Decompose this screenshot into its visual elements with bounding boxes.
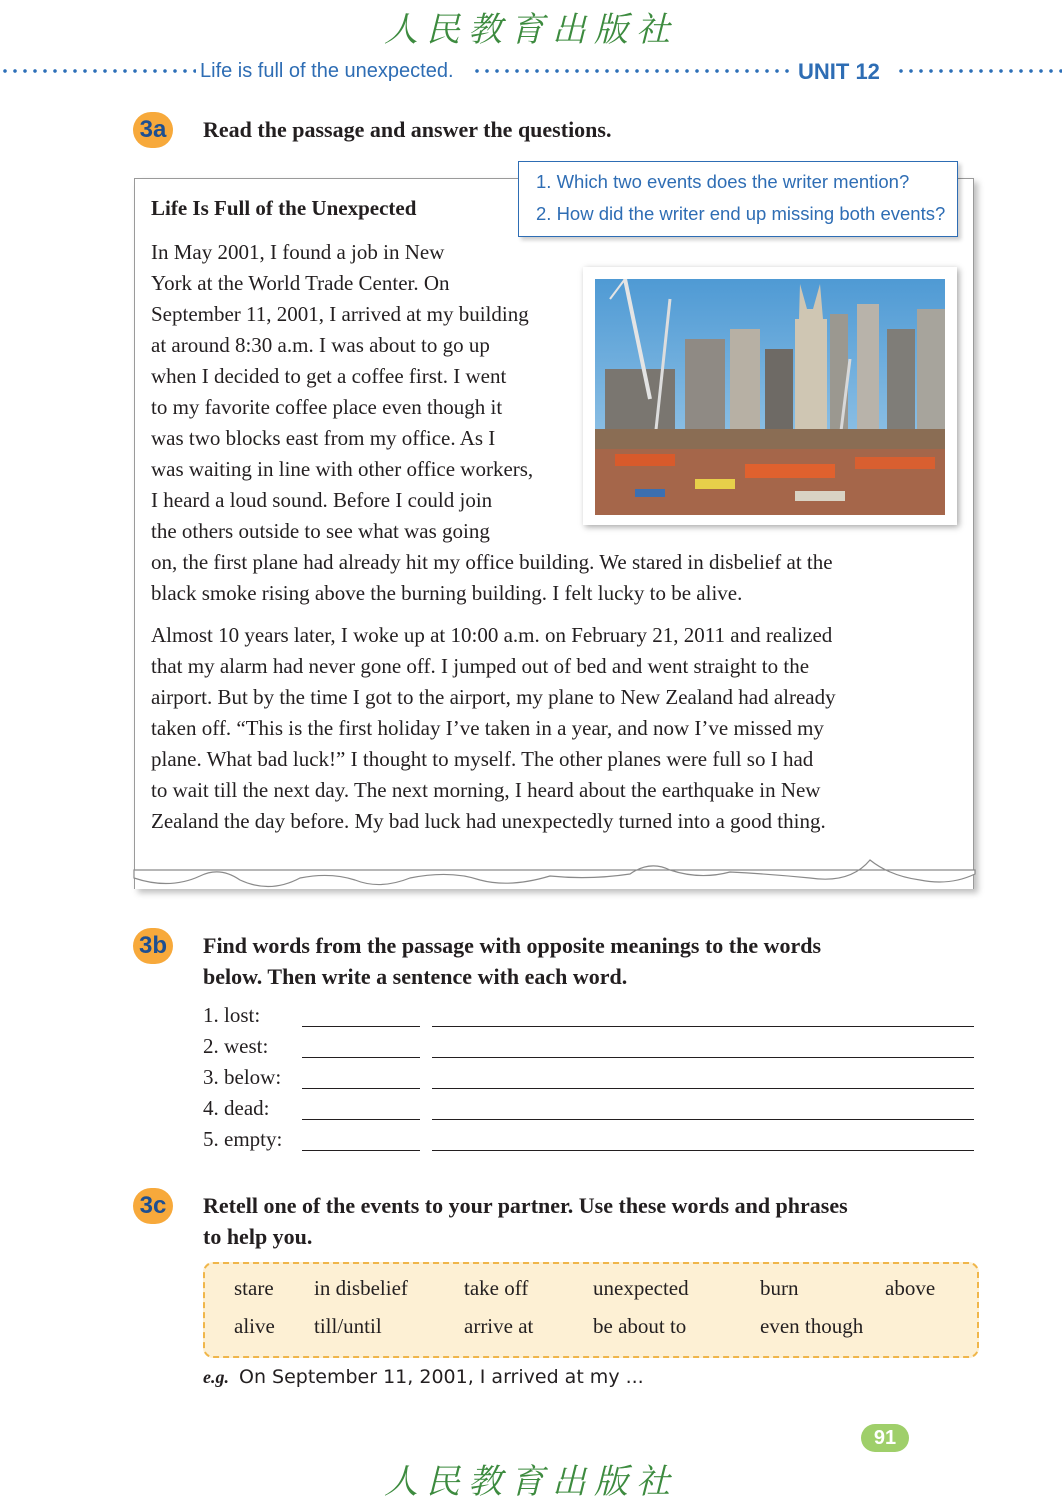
question-1: 1. Which two events does the writer mention? bbox=[536, 171, 910, 192]
example-text: On September 11, 2001, I arrived at my ... bbox=[239, 1366, 644, 1388]
passage-line: airport. But by the time I got to the airport, my plane to New Zealand had already bbox=[151, 685, 836, 709]
question-2: 2. How did the writer end up missing both events? bbox=[536, 203, 946, 224]
badge-3b: 3b bbox=[133, 928, 173, 964]
badge-3a: 3a bbox=[133, 112, 173, 148]
instruction-3a: Read the passage and answer the questions. bbox=[203, 117, 612, 142]
answer-word-blank[interactable] bbox=[302, 1149, 420, 1151]
word-bank-item: stare bbox=[234, 1276, 274, 1300]
word-bank-item: burn bbox=[760, 1276, 799, 1300]
word-item-dead: 4. dead: bbox=[203, 1096, 270, 1120]
word-bank-box bbox=[203, 1262, 979, 1358]
answer-sentence-blank[interactable] bbox=[432, 1056, 974, 1058]
word-bank-item: even though bbox=[760, 1314, 864, 1338]
page-number: 91 bbox=[861, 1424, 909, 1452]
passage-line: when I decided to get a coffee first. I went bbox=[151, 364, 507, 388]
passage-line: on, the first plane had already hit my office building. We stared in disbelief at the bbox=[151, 550, 833, 574]
word-bank-item: alive bbox=[234, 1314, 275, 1338]
passage-line: Almost 10 years later, I woke up at 10:00 a.m. on February 21, 2011 and realized bbox=[151, 623, 833, 647]
passage-line: black smoke rising above the burning building. I felt lucky to be alive. bbox=[151, 581, 743, 605]
word-bank-item: be about to bbox=[593, 1314, 687, 1338]
publisher-logo-top: 人民教育出版社 bbox=[384, 10, 678, 50]
torn-edge bbox=[130, 850, 980, 900]
passage-line: taken off. “This is the first holiday I’ve taken in a year, and now I’ve missed my bbox=[151, 716, 824, 740]
passage-line: was waiting in line with other office workers, bbox=[151, 457, 534, 481]
questions-box bbox=[518, 161, 958, 237]
header-dots-left bbox=[0, 66, 196, 76]
instruction-3b-line1: Find words from the passage with opposite meanings to the words bbox=[203, 933, 822, 958]
answer-sentence-blank[interactable] bbox=[432, 1118, 974, 1120]
passage-line: In May 2001, I found a job in New bbox=[151, 240, 445, 264]
badge-3c: 3c bbox=[133, 1188, 173, 1224]
answer-word-blank[interactable] bbox=[302, 1056, 420, 1058]
instruction-3c-line1: Retell one of the events to your partner. Use these words and phrases bbox=[203, 1193, 848, 1218]
passage-line: the others outside to see what was going bbox=[151, 519, 490, 543]
answer-sentence-blank[interactable] bbox=[432, 1149, 974, 1151]
passage-line: to wait till the next day. The next morning, I heard about the earthquake in New bbox=[151, 778, 821, 802]
passage-line: Zealand the day before. My bad luck had unexpectedly turned into a good thing. bbox=[151, 809, 826, 833]
passage-line: York at the World Trade Center. On bbox=[151, 271, 450, 295]
instruction-3b-line2: below. Then write a sentence with each word. bbox=[203, 964, 628, 989]
passage-line: at around 8:30 a.m. I was about to go up bbox=[151, 333, 490, 357]
instruction-3c-line2: to help you. bbox=[203, 1224, 313, 1249]
passage-line: plane. What bad luck!” I thought to myself. The other planes were full so I had bbox=[151, 747, 814, 771]
word-bank-item: in disbelief bbox=[314, 1276, 408, 1300]
unit-label: UNIT 12 bbox=[798, 59, 880, 84]
publisher-logo-bottom: 人民教育出版社 bbox=[384, 1462, 678, 1502]
photo-frame bbox=[583, 267, 957, 525]
word-bank-item: take off bbox=[464, 1276, 529, 1300]
passage-line: September 11, 2001, I arrived at my building bbox=[151, 302, 529, 326]
example-label: e.g. bbox=[203, 1367, 229, 1387]
word-bank-item: till/until bbox=[314, 1314, 382, 1338]
passage-line: I heard a loud sound. Before I could join bbox=[151, 488, 493, 512]
passage-line: that my alarm had never gone off. I jumped out of bed and went straight to the bbox=[151, 654, 810, 678]
header-dots-right bbox=[896, 66, 1062, 76]
ground-zero-photo bbox=[595, 279, 945, 515]
word-item-below: 3. below: bbox=[203, 1065, 282, 1089]
answer-word-blank[interactable] bbox=[302, 1118, 420, 1120]
lesson-title: Life is full of the unexpected. bbox=[200, 60, 454, 82]
passage-line: was two blocks east from my office. As I bbox=[151, 426, 496, 450]
word-bank-item: above bbox=[885, 1276, 936, 1300]
passage-line: to my favorite coffee place even though it bbox=[151, 395, 503, 419]
answer-sentence-blank[interactable] bbox=[432, 1025, 974, 1027]
answer-word-blank[interactable] bbox=[302, 1025, 420, 1027]
word-item-empty: 5. empty: bbox=[203, 1127, 283, 1151]
word-bank-item: arrive at bbox=[464, 1314, 534, 1338]
answer-word-blank[interactable] bbox=[302, 1087, 420, 1089]
word-item-lost: 1. lost: bbox=[203, 1003, 261, 1027]
word-bank-item: unexpected bbox=[593, 1276, 689, 1300]
header-dots-middle bbox=[472, 66, 790, 76]
passage-title: Life Is Full of the Unexpected bbox=[151, 196, 417, 220]
answer-sentence-blank[interactable] bbox=[432, 1087, 974, 1089]
word-item-west: 2. west: bbox=[203, 1034, 269, 1058]
example-line bbox=[203, 1366, 644, 1389]
